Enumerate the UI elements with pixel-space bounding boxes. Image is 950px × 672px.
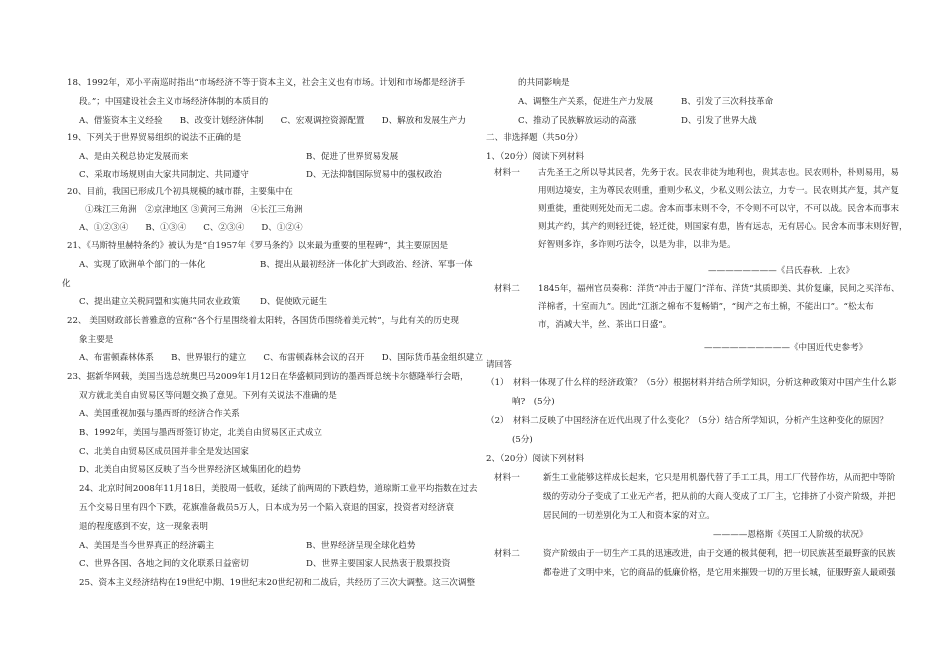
question-1-2-continued: (5分) xyxy=(512,435,533,445)
q19-stem: 19、下列关于世界贸易组织的说法不正确的是 xyxy=(67,133,242,143)
question-1-2: （2） 材料二反映了中国经济在近代出现了什么变化？（5分）结合所学知识，分析产生这种变化的原因？ xyxy=(486,416,888,426)
q20-items: ①珠江三角洲 ②京津地区 ③黄河三角洲 ④长江三角洲 xyxy=(85,205,303,215)
material-2-line3: 市，消减大半，丝、茶出口日盛”。 xyxy=(538,320,672,330)
part-1-heading: 1、（20分）阅读下列材料 xyxy=(486,152,585,162)
q24-option-a: A、美国是当今世界真正的经济霸主 xyxy=(79,541,215,551)
material-n1-line2: 级的劳动分子变成了工业无产者，把从前的大商人变成了工厂主，它排挤了小资产阶级，并把 xyxy=(543,492,896,502)
q23-option-c: C、北美自由贸易区成员国并非全是发达国家 xyxy=(79,447,249,457)
q23-option-d: D、北美自由贸易区反映了当今世界经济区域集团化的趋势 xyxy=(79,465,301,475)
question-1-1-continued: 响? (5分) xyxy=(512,397,555,407)
section-2-heading: 二、非选择题（共50分） xyxy=(486,133,583,143)
material-n2-line1: 资产阶级由于一切生产工具的迅速改进，由于交通的极其便利，把一切民族甚至最野蛮的民族 xyxy=(543,549,896,559)
q25-option-c: C、推动了民族解放运动的高涨 xyxy=(518,116,637,126)
material-n1-line3: 居民间的一切差别化为工人和资本家的对立。 xyxy=(543,511,715,521)
q21-stem: 21、《马斯特里赫特条约》被认为是“自1957年《罗马条约》以来最为重要的里程碑”，其主要原因是 xyxy=(67,241,449,251)
q20-options: A、①②③④ B、①③④ C、②③④ D、①②④ xyxy=(79,223,303,233)
material-1-line2: 用则边境安，主为尊民农则重，重则少私义，少私义则公法立，力专一。民农则其产复，其产复 xyxy=(538,186,899,196)
material-n1-line1: 新生工业能够这样成长起来，它只是用机器代替了手工工具，用工厂代替作坊，从而把中等阶 xyxy=(543,473,896,483)
q25-stem-continued: 的共同影响是 xyxy=(518,78,570,88)
q19-option-a: A、是由关税总协定发展而来 xyxy=(79,152,189,162)
q19-option-c: C、采取市场规则由大家共同制定、共同遵守 xyxy=(79,170,249,180)
q19-option-d: D、无法抑制国际贸易中的强权政治 xyxy=(306,170,442,180)
q19-option-b: B、促进了世界贸易发展 xyxy=(306,152,399,162)
material-1-line4: 则其产约，其产约则轻迁徙，轻迁徙，则国家有患，皆有远志，无有居心。民舍本而事末则好智， xyxy=(538,222,908,232)
q24-option-d: D、世界主要国家人民热衷于股票投资 xyxy=(306,559,451,569)
q21-option-a: A、实现了欧洲单个部门的一体化 xyxy=(79,260,206,270)
q20-stem: 20、目前，我国已形成几个初具规模的城市群，主要集中在 xyxy=(67,187,293,197)
q18-stem-line1: 18、1992年，邓小平南巡时指出“市场经济不等于资本主义，社会主义也有市场。计划和市场都是经济手 xyxy=(67,78,466,88)
q23-stem-line1: 23、据新华网载，美国当选总统奥巴马2009年1月12日在华盛顿同到访的墨西哥总统卡尔德隆举行会晤， xyxy=(67,372,469,382)
q23-stem-line2: 双方就北美自由贸易区等问题交换了意见。下列有关说法不准确的是 xyxy=(79,391,337,401)
q22-stem-line1: 22、 美国财政部长普雅意的宣称“各个行星围绕着太阳转，各国货币围绕着美元转”，与此有关的历史现 xyxy=(67,316,459,326)
answer-prompt: 请回答 xyxy=(486,360,512,370)
material-2-line2: 洋棉者，十室而九”。因此“江浙之棉布不复畅销”，“闽产之布土棉，不能出口”。“松太布 xyxy=(538,302,874,312)
q25-option-b: B、引发了三次科技革命 xyxy=(681,97,774,107)
part-2-heading: 2、（20分）阅读下列材料 xyxy=(486,454,585,464)
material-2-line1: 1845年，福州官员奏称：洋货“冲击于厦门”洋布、洋货“其质即美、其价复廉，民间之买洋布、 xyxy=(538,284,900,294)
q24-stem-line1: 24、北京时间2008年11月18日，美股周一低收，延续了前两周的下跌趋势，道琼斯工业平均指数在过去 xyxy=(79,484,478,494)
material-1-line3: 则重徙，重徙则死处而无二虑。舍本而事末则不令，不令则不可以守，不可以战。民舍本而事末 xyxy=(538,204,899,214)
material-n1-source: ————恩格斯《英国工人阶级的状况》 xyxy=(713,530,868,540)
question-1-1: （1） 材料一体现了什么样的经济政策？（5分）根据材料并结合所学知识，分析这种政策对中国产生什么影 xyxy=(486,378,897,388)
material-1-label: 材料一 xyxy=(494,168,520,178)
q22-stem-line2: 象主要是 xyxy=(79,335,114,345)
q24-option-c: C、世界各国、各地之间的文化联系日益密切 xyxy=(79,559,249,569)
material-2-label: 材料二 xyxy=(494,284,520,294)
q24-stem-line3: 退的程度感到不安，这一现象表明 xyxy=(79,522,208,532)
q22-options: A、布雷顿森林体系 B、世界银行的建立 C、布雷顿森林会议的召开 D、国际货币基金组织建立 xyxy=(79,353,484,363)
q18-options: A、借鉴资本主义经验 B、改变计划经济体制 C、宏观调控资源配置 D、解放和发展生产力 xyxy=(79,116,466,126)
q25-stem-line1: 25、资本主义经济结构在19世纪中期、19世纪末20世纪初和二战后，共经历了三次大调整。这三次调整 xyxy=(79,578,476,588)
q18-stem-line2: 段。”；中国建设社会主义市场经济体制的本质目的 xyxy=(79,97,269,107)
material-n1-label: 材料一 xyxy=(494,473,520,483)
q25-option-a: A、调整生产关系，促进生产力发展 xyxy=(518,97,654,107)
q25-option-d: D、引发了世界大战 xyxy=(681,116,757,126)
material-n2-label: 材料二 xyxy=(494,549,520,559)
q21-option-c: C、提出建立关税同盟和实施共同农业政策 xyxy=(79,297,241,307)
material-1-line1: 古先圣王之所以导其民者，先务于农。民农非徒为地利也，贵其志也。民农则朴，朴则易用，易 xyxy=(538,168,899,178)
material-1-line5: 好智则多诈，多诈则巧法令，以是为非，以非为是。 xyxy=(538,240,736,250)
material-n2-line2: 都卷进了文明中来，它的商品的低廉价格，是它用来摧毁一切的万里长城，征服野蛮人最顽强 xyxy=(543,568,896,578)
q23-option-a: A、美国重视加强与墨西哥的经济合作关系 xyxy=(79,409,240,419)
q23-option-b: B、1992年，美国与墨西哥签订协定，北美自由贸易区正式成立 xyxy=(79,428,323,438)
q24-option-b: B、世界经济呈现全球化趋势 xyxy=(306,541,416,551)
material-2-source: ——————————《中国近代史参考》 xyxy=(704,343,868,353)
q21-option-d: D、促使欧元诞生 xyxy=(260,297,328,307)
q24-stem-line2: 五个交易日里有四个下跌，花旗准备裁员5万人，日本成为另一个陷入衰退的国家，投资者对经济衰 xyxy=(79,503,455,513)
material-1-source: ————————《吕氏春秋．上农》 xyxy=(708,266,855,276)
q21-option-b-continued: 化 xyxy=(62,279,71,289)
q21-option-b: B、提出从最初经济一体化扩大到政治、经济、军事一体 xyxy=(260,260,473,270)
